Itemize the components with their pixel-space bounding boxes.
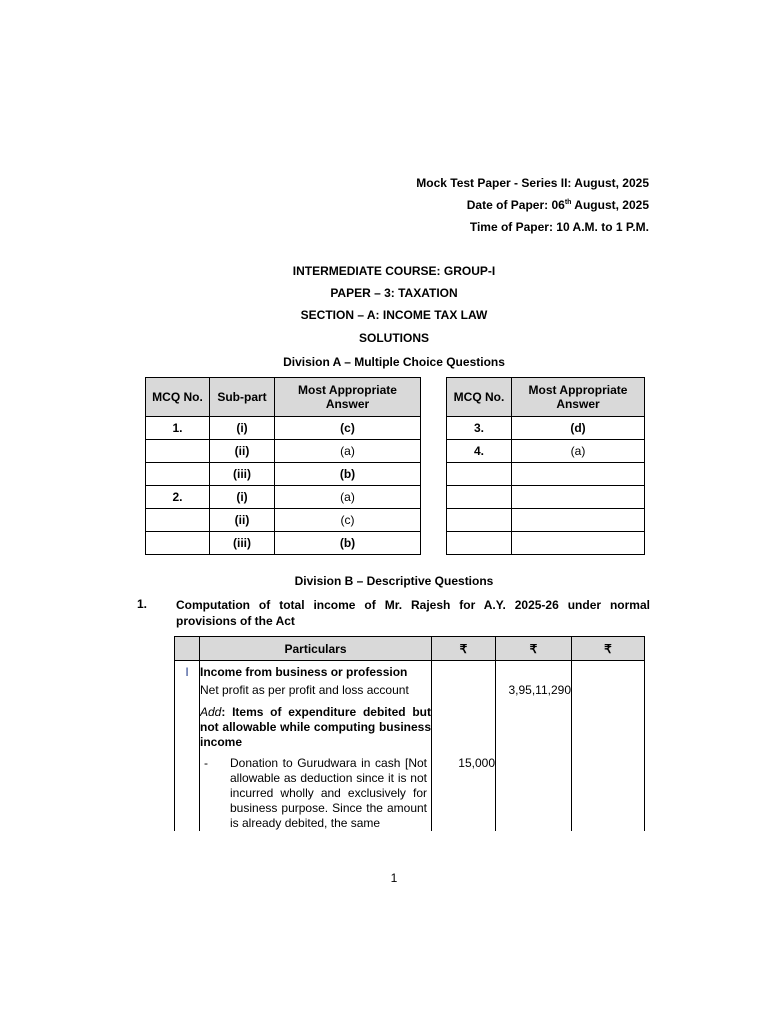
answer <box>512 463 645 486</box>
answer <box>512 532 645 555</box>
table-row <box>447 463 645 486</box>
table-row <box>447 486 645 509</box>
amount-cell <box>572 705 645 750</box>
table-row <box>447 417 645 440</box>
section-number: I <box>175 661 200 683</box>
sub-part: (iii) <box>210 463 275 486</box>
amount-cell <box>572 661 645 683</box>
mcq-no <box>447 532 512 555</box>
answer: (b) <box>275 463 421 486</box>
table-row <box>146 463 421 486</box>
answer: (a) <box>512 440 645 463</box>
header-answer: Most Appropriate Answer <box>512 378 645 417</box>
sub-part: (ii) <box>210 440 275 463</box>
net-profit-label: Net profit as per profit and loss account <box>200 683 432 705</box>
serial-cell <box>175 750 200 831</box>
amount-cell <box>496 661 572 683</box>
mcq-no <box>447 463 512 486</box>
header-answer: Most Appropriate Answer <box>275 378 421 417</box>
add-items-heading: Add: Items of expenditure debited but not allowable while computing business income <box>200 704 431 749</box>
answer: (a) <box>275 440 421 463</box>
solutions-title: SOLUTIONS <box>358 331 429 345</box>
paper-title: PAPER – 3: TAXATION <box>330 286 458 300</box>
table-row <box>447 532 645 555</box>
mcq-table-left <box>145 377 421 555</box>
course-title: INTERMEDIATE COURSE: GROUP-I <box>292 264 496 278</box>
mcq-no: 2. <box>146 486 210 509</box>
table-row <box>447 509 645 532</box>
mcq-no <box>447 486 512 509</box>
donation-value: 15,000 <box>432 750 496 831</box>
header-rupee: ₹ <box>572 637 645 661</box>
table-row <box>447 440 645 463</box>
header-rupee: ₹ <box>432 637 496 661</box>
net-profit-value: 3,95,11,290 <box>496 683 572 705</box>
mcq-no <box>447 509 512 532</box>
amount-cell <box>432 661 496 683</box>
mcq-no <box>146 532 210 555</box>
serial-cell <box>175 683 200 705</box>
amount-cell <box>496 705 572 750</box>
division-b-title: Division B – Descriptive Questions <box>294 574 494 588</box>
amount-cell <box>496 750 572 831</box>
header-serial <box>175 637 200 661</box>
header-sub-part: Sub-part <box>210 378 275 417</box>
table-row <box>146 532 421 555</box>
header-mcq-no: MCQ No. <box>447 378 512 417</box>
mcq-no <box>146 440 210 463</box>
header-particulars: Particulars <box>200 637 432 661</box>
mcq-table-right <box>446 377 645 555</box>
header-mcq-no: MCQ No. <box>146 378 210 417</box>
paper-date: Date of Paper: 06th August, 2025 <box>466 198 649 212</box>
mcq-no <box>146 509 210 532</box>
answer: (c) <box>275 509 421 532</box>
answer: (b) <box>275 532 421 555</box>
mcq-no: 1. <box>146 417 210 440</box>
table-row <box>175 683 645 705</box>
table-row <box>146 486 421 509</box>
amount-cell <box>432 683 496 705</box>
computation-table <box>174 636 645 831</box>
donation-item: - Donation to Gurudwara in cash [Not allowable as deduction since it is not incurred wholly and exclusively for business purpose. Since the amount is already debited, the same <box>200 750 432 831</box>
division-a-title: Division A – Multiple Choice Questions <box>283 355 505 369</box>
sub-part: (iii) <box>210 532 275 555</box>
amount-cell <box>572 683 645 705</box>
amount-cell <box>572 750 645 831</box>
serial-cell <box>175 705 200 750</box>
page-number: 1 <box>390 871 398 885</box>
answer <box>512 486 645 509</box>
sub-part: (i) <box>210 417 275 440</box>
header-rupee: ₹ <box>496 637 572 661</box>
section-heading: Income from business or profession <box>200 661 432 683</box>
answer: (c) <box>275 417 421 440</box>
paper-time: Time of Paper: 10 A.M. to 1 P.M. <box>469 220 649 234</box>
table-row <box>175 750 645 831</box>
section-title: SECTION – A: INCOME TAX LAW <box>300 308 488 322</box>
answer <box>512 509 645 532</box>
paper-series: Mock Test Paper - Series II: August, 2025 <box>416 176 649 190</box>
table-row <box>146 509 421 532</box>
answer: (d) <box>512 417 645 440</box>
table-row <box>175 705 645 750</box>
mcq-no <box>146 463 210 486</box>
mcq-no: 3. <box>447 417 512 440</box>
question-number: 1. <box>137 597 148 611</box>
question-text: Computation of total income of Mr. Rajesh for A.Y. 2025-26 under normal provisions of the Act <box>176 598 650 628</box>
sub-part: (ii) <box>210 509 275 532</box>
mcq-no: 4. <box>447 440 512 463</box>
table-row <box>175 661 645 683</box>
table-row <box>146 440 421 463</box>
answer: (a) <box>275 486 421 509</box>
amount-cell <box>432 705 496 750</box>
sub-part: (i) <box>210 486 275 509</box>
table-row <box>146 417 421 440</box>
